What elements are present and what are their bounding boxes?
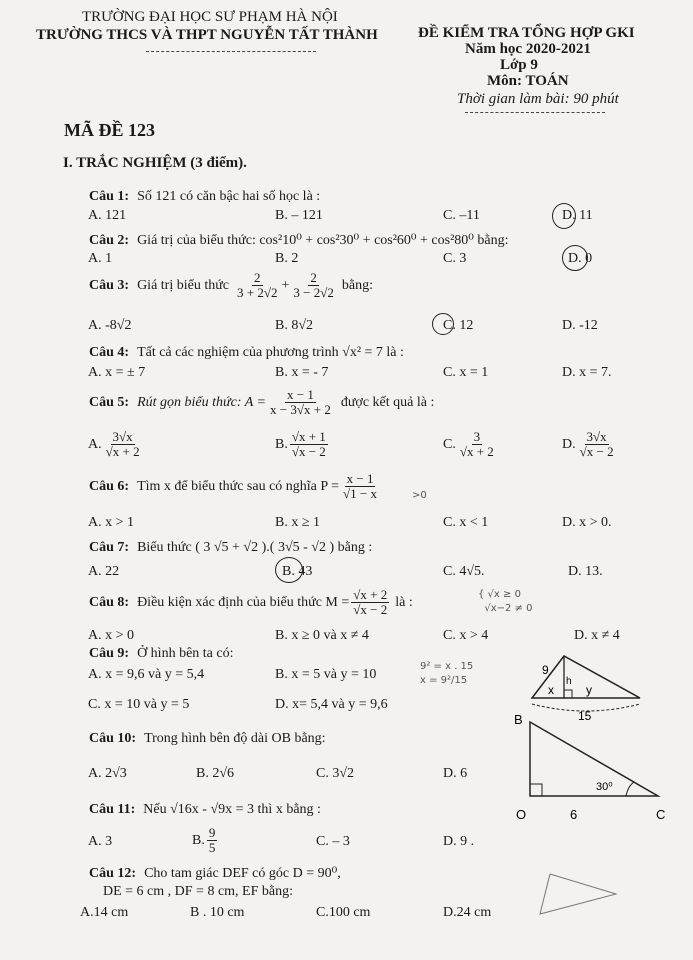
question-label: Câu 2: (89, 233, 130, 248)
answer-10d: D. 6 (443, 766, 468, 781)
question-text: Tất cả các nghiệm của phương trình √x² = 7 là : (137, 345, 404, 360)
numerator: 2 (254, 270, 261, 285)
answer-10a: A. 2√3 (88, 766, 127, 781)
answer-7b: B. 43 (282, 564, 313, 579)
question-2 (89, 233, 509, 249)
question-12-line-2: DE = 6 cm , DF = 8 cm, EF bằng: (103, 884, 293, 899)
figure-q10-triangle (510, 712, 670, 827)
label-15: 15 (578, 709, 592, 723)
header-left-underline (146, 51, 316, 52)
answer-3d: D. -12 (562, 318, 598, 333)
question-label: Câu 4: (89, 345, 130, 360)
answer-9b: B. x = 5 và y = 10 (275, 667, 377, 682)
question-text: Cho tam giác DEF có góc D = 90⁰, (144, 866, 341, 881)
answer-4a: A. x = ± 7 (88, 365, 146, 380)
denominator: √x − 2 (353, 602, 388, 617)
question-1 (89, 189, 320, 205)
question-label: Câu 9: (89, 646, 130, 661)
subject: Môn: TOÁN (487, 73, 569, 89)
question-text: Tìm x để biểu thức sau có nghĩa P = (137, 478, 340, 494)
option-letter: B. (192, 832, 205, 848)
fraction-1 (235, 271, 279, 300)
fraction-2 (291, 271, 335, 300)
answer-3b: B. 8√2 (275, 318, 314, 333)
answer-6b: B. x ≥ 1 (275, 515, 321, 530)
vertex-c: C (656, 807, 666, 822)
question-text: Rút gọn biểu thức: A = (137, 394, 267, 410)
fraction (290, 430, 328, 459)
header-right-underline (465, 112, 605, 113)
fraction (458, 430, 496, 459)
answer-7a: A. 22 (88, 564, 120, 579)
question-text: Nếu √16x - √9x = 3 thì x bằng : (143, 802, 321, 817)
question-10 (89, 731, 326, 747)
numerator: x − 1 (287, 387, 314, 402)
vertex-b: B (514, 712, 523, 727)
numerator: 3√x (586, 429, 607, 444)
denominator: √x − 2 (291, 444, 326, 459)
question-11 (89, 802, 321, 818)
handwritten-circle-2d (562, 245, 588, 271)
vertex-o: O (516, 807, 527, 822)
question-label: Câu 11: (89, 802, 136, 817)
option-letter: B. (275, 436, 288, 452)
pencil-note-q6: >0 (412, 490, 427, 501)
question-6 (89, 472, 381, 501)
question-7 (89, 540, 372, 556)
plus-sign: + (281, 277, 290, 293)
question-suffix: bằng: (341, 277, 373, 293)
handwritten-circle-7b (275, 557, 303, 583)
question-12 (89, 866, 341, 882)
question-label: Câu 10: (89, 731, 137, 746)
exam-code: MÃ ĐỀ 123 (64, 120, 155, 140)
side-oc-label: 6 (570, 807, 578, 822)
denominator: 5 (208, 840, 216, 855)
fraction (578, 430, 616, 459)
grade: Lớp 9 (500, 57, 538, 73)
question-label: Câu 5: (89, 394, 130, 410)
school-line-2: TRƯỜNG THCS VÀ THPT NGUYỄN TẤT THÀNH (36, 27, 378, 43)
question-text: Giá trị biểu thức (137, 277, 230, 293)
answer-4d: D. x = 7. (562, 365, 612, 380)
question-9 (89, 646, 233, 662)
question-text: Biểu thức ( 3 √5 + √2 ).( 3√5 - √2 ) bằng : (137, 540, 373, 555)
label-y: y (586, 683, 592, 697)
answer-11d: D. 9 . (443, 834, 475, 849)
fraction (104, 430, 142, 459)
option-letter: A. (88, 436, 102, 452)
answer-8c: C. x > 4 (443, 628, 489, 643)
denominator: √x − 2 (579, 444, 614, 459)
fraction-m (351, 588, 389, 617)
answer-6d: D. x > 0. (562, 515, 612, 530)
answer-2b: B. 2 (275, 251, 299, 266)
question-suffix: là : (395, 594, 413, 610)
denominator: x − 3√x + 2 (270, 402, 331, 417)
answer-11c: C. – 3 (316, 834, 350, 849)
answer-3c: C. 12 (443, 318, 474, 333)
answer-6c: C. x < 1 (443, 515, 489, 530)
triangle-obc (530, 722, 658, 796)
answer-10c: C. 3√2 (316, 766, 355, 781)
section-title: I. TRẮC NGHIỆM (3 điểm). (63, 155, 247, 171)
denominator: √x + 2 (459, 444, 494, 459)
question-text: Số 121 có căn bậc hai số học là : (137, 189, 321, 204)
numerator: 3 (473, 429, 481, 444)
question-text: Ở hình bên ta có: (137, 646, 234, 661)
pencil-sketch-triangle (520, 860, 640, 932)
school-line-1: TRƯỜNG ĐẠI HỌC SƯ PHẠM HÀ NỘI (82, 9, 338, 25)
numerator: x − 1 (346, 471, 374, 486)
denominator: √x + 2 (105, 444, 140, 459)
numerator: 2 (310, 270, 317, 285)
answer-4c: C. x = 1 (443, 365, 489, 380)
question-label: Câu 3: (89, 277, 130, 293)
numerator: 3√x (112, 429, 133, 444)
angle-arc-c (626, 782, 634, 796)
answer-5c (443, 430, 498, 459)
right-angle-mark (564, 690, 572, 698)
denominator: 3 − 2√2 (293, 285, 334, 300)
numerator: √x + 2 (353, 587, 388, 602)
handwritten-circle-3c (432, 313, 454, 335)
question-label: Câu 8: (89, 594, 130, 610)
answer-9d: D. x= 5,4 và y = 9,6 (275, 697, 388, 712)
answer-6a: A. x > 1 (88, 515, 135, 530)
answer-11a: A. 3 (88, 834, 113, 849)
question-label: Câu 6: (89, 478, 130, 494)
denominator: 3 + 2√2 (237, 285, 278, 300)
answer-2d: D. 0 (568, 251, 593, 266)
answer-12b: B . 10 cm (190, 905, 245, 920)
answer-2c: C. 3 (443, 251, 467, 266)
question-text: Điều kiện xác định của biểu thức M = (137, 594, 350, 610)
angle-label: 30⁰ (596, 781, 613, 793)
label-x: x (548, 683, 554, 697)
label-h: h (566, 676, 572, 687)
answer-8b: B. x ≥ 0 và x ≠ 4 (275, 628, 369, 643)
answer-5d (562, 430, 618, 459)
fraction-a (268, 388, 333, 417)
answer-1d: D. 11 (562, 208, 593, 223)
question-8 (89, 588, 413, 617)
question-label: Câu 1: (89, 189, 130, 204)
answer-8d: D. x ≠ 4 (574, 628, 620, 643)
answer-12a: A.14 cm (80, 905, 129, 920)
duration: Thời gian làm bài: 90 phút (457, 91, 619, 107)
question-label: Câu 7: (89, 540, 130, 555)
question-text: Giá trị của biểu thức: cos²10⁰ + cos²30⁰ + cos²60⁰ + cos²80⁰ bằng: (137, 233, 509, 248)
label-9: 9 (542, 663, 549, 677)
question-4 (89, 345, 404, 361)
pencil-note-q8: { √x ≥ 0 √x−2 ≠ 0 (478, 589, 533, 614)
answer-1a: A. 121 (88, 208, 127, 223)
fraction (207, 826, 218, 855)
answer-5b (275, 430, 330, 459)
question-3 (89, 271, 373, 300)
fraction-p (341, 472, 379, 501)
question-suffix: được kết quả là : (340, 394, 435, 410)
sketch-lines (540, 874, 616, 914)
answer-7c: C. 4√5. (443, 564, 485, 579)
answer-11b (192, 826, 219, 855)
numerator: √x + 1 (291, 429, 326, 444)
handwritten-circle-1d (552, 203, 576, 229)
answer-9a: A. x = 9,6 và y = 5,4 (88, 667, 205, 682)
option-letter: C. (443, 436, 456, 452)
answer-2a: A. 1 (88, 251, 113, 266)
numerator: 9 (208, 825, 216, 840)
answer-12c: C.100 cm (316, 905, 371, 920)
answer-9c: C. x = 10 và y = 5 (88, 697, 190, 712)
pencil-note-q9: 9² = x . 15 x = 9²/15 (420, 661, 474, 686)
answer-8a: A. x > 0 (88, 628, 135, 643)
answer-1c: C. –11 (443, 208, 480, 223)
question-5 (89, 388, 434, 417)
right-angle-o (530, 784, 542, 796)
answer-3a: A. -8√2 (88, 318, 132, 333)
answer-12d: D.24 cm (443, 905, 492, 920)
answer-7d: D. 13. (568, 564, 603, 579)
denominator: √1 − x (343, 486, 378, 501)
question-text: Trong hình bên độ dài OB bằng: (144, 731, 326, 746)
school-year: Năm học 2020-2021 (465, 41, 591, 57)
option-letter: D. (562, 436, 576, 452)
answer-5a (88, 430, 144, 459)
question-label: Câu 12: (89, 866, 137, 881)
answer-10b: B. 2√6 (196, 766, 235, 781)
exam-title: ĐỀ KIỂM TRA TỔNG HỢP GKI (418, 25, 635, 41)
answer-4b: B. x = - 7 (275, 365, 329, 380)
answer-1b: B. – 121 (275, 208, 323, 223)
